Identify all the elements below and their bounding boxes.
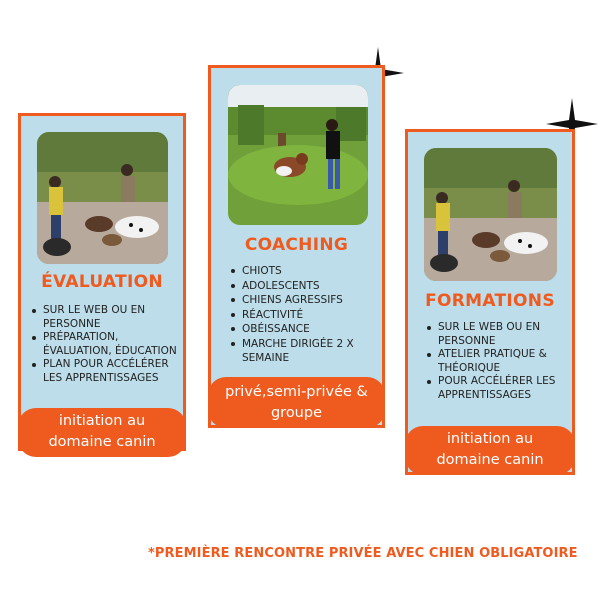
list-item: RÉACTIVITÉ xyxy=(230,308,374,323)
list-item: ADOLESCENTS xyxy=(230,279,374,294)
footer-line: initiation au xyxy=(58,413,146,429)
service-list xyxy=(230,264,374,366)
list-item: SUR LE WEB OU EN PERSONNE xyxy=(426,321,566,348)
card-footer xyxy=(405,426,575,475)
evaluation-card xyxy=(18,113,186,451)
coaching-card xyxy=(208,65,385,428)
list-item: CHIOTS xyxy=(230,264,374,279)
list-item: CHIENS AGRESSIFS xyxy=(230,293,374,308)
footer-line: initiation au xyxy=(446,431,534,447)
list-item: PRÉPARATION, ÉVALUATION, ÉDUCATION xyxy=(31,331,179,358)
card-footer xyxy=(208,377,385,428)
footer-line: privé,semi-privée & xyxy=(225,384,368,400)
footer-line: groupe xyxy=(270,405,323,421)
footer-line: domaine canin xyxy=(436,452,544,468)
list-item: MARCHE DIRIGÉE 2 X SEMAINE xyxy=(230,337,374,366)
card-title: COACHING xyxy=(244,235,349,255)
requirement-note: *PREMIÈRE RENCONTRE PRIVÉE AVEC CHIEN OBLIGATOIRE xyxy=(148,546,578,561)
card-title: ÉVALUATION xyxy=(41,272,163,292)
list-item: POUR ACCÉLÉRER LES APPRENTISSAGES xyxy=(426,375,566,402)
footer-line: domaine canin xyxy=(48,434,156,450)
dog-walk-photo xyxy=(424,148,557,281)
coaching-photo xyxy=(228,85,368,225)
list-item: ATELIER PRATIQUE & THÉORIQUE xyxy=(426,348,566,375)
list-item: OBÉISSANCE xyxy=(230,322,374,337)
list-item: SUR LE WEB OU EN PERSONNE xyxy=(31,304,179,331)
card-footer xyxy=(18,408,186,457)
service-list xyxy=(426,321,566,403)
formations-card xyxy=(405,129,575,475)
dog-walk-photo xyxy=(37,132,168,264)
service-list xyxy=(31,304,179,386)
list-item: PLAN POUR ACCÉLÉRER LES APPRENTISSAGES xyxy=(31,358,179,385)
card-title: FORMATIONS xyxy=(425,291,555,311)
